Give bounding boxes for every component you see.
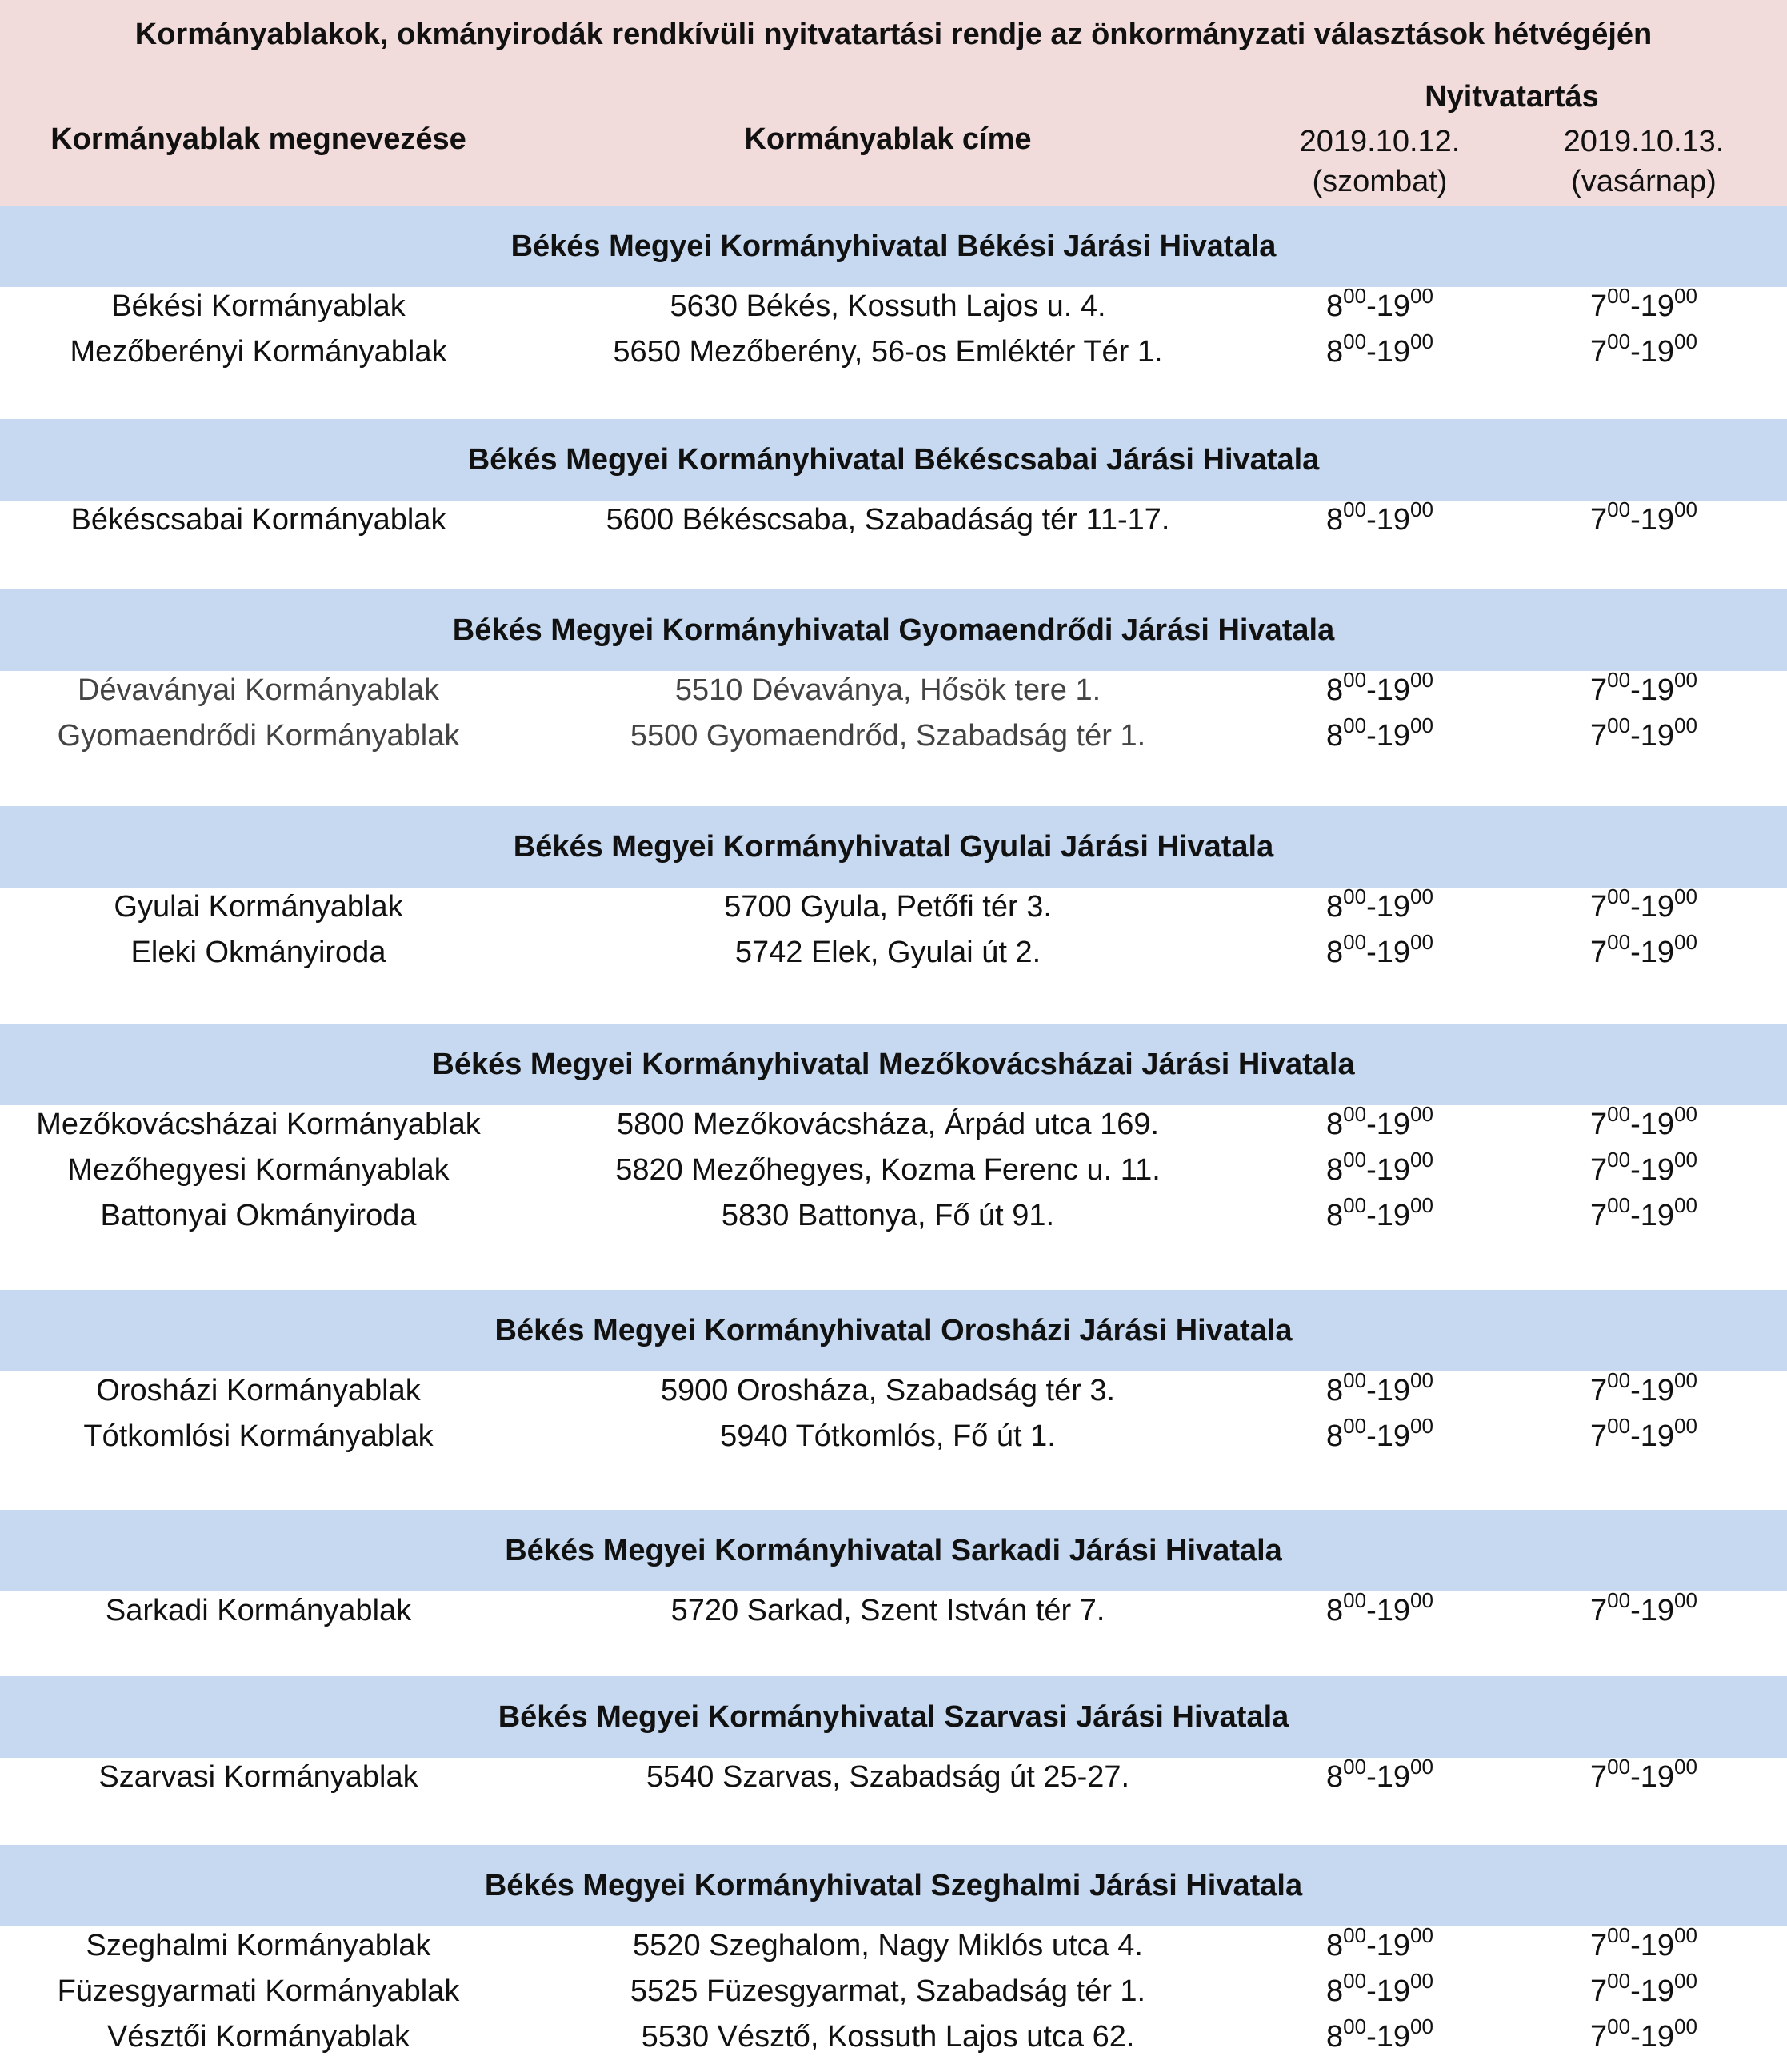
hours-close-hour: 19 (1640, 335, 1675, 369)
hours-close-hour: 19 (1376, 1419, 1411, 1453)
sunday-hours (1512, 1413, 1776, 1459)
hours-close-minute: 00 (1674, 1102, 1697, 1127)
hours-open-minute: 00 (1343, 1148, 1367, 1172)
hours-close-minute: 00 (1410, 1588, 1433, 1613)
saturday-hours (1248, 1968, 1512, 2014)
saturday-hours (1248, 1147, 1512, 1193)
hours-close-hour: 19 (1376, 719, 1411, 753)
hours-open-hour: 7 (1590, 2020, 1608, 2054)
office-address: 5820 Mezőhegyes, Kozma Ferenc u. 11. (615, 1153, 1161, 1187)
hours-open-hour: 8 (1326, 1760, 1344, 1794)
hours-open-hour: 7 (1590, 1594, 1608, 1627)
sunday-hours (1512, 1922, 1776, 1969)
office-address: 5525 Füzesgyarmat, Szabadság tér 1. (630, 1974, 1146, 2008)
hours-close-hour: 19 (1376, 1929, 1411, 1962)
hours-close-hour: 19 (1376, 673, 1411, 707)
hours-close-hour: 19 (1376, 1199, 1411, 1232)
hours-close-hour: 19 (1640, 1153, 1675, 1187)
sunday-day: (vasárnap) (1571, 165, 1717, 198)
hours-separator: - (1630, 2020, 1641, 2054)
sunday-hours (1512, 667, 1776, 713)
hours-separator: - (1630, 673, 1641, 707)
hours-open-hour: 7 (1590, 503, 1608, 537)
hours-close-hour: 19 (1376, 936, 1411, 969)
hours-close-minute: 00 (1674, 1193, 1697, 1218)
hours-close-minute: 00 (1674, 1923, 1697, 1948)
column-header-name: Kormányablak megnevezése (50, 122, 466, 156)
table-header (0, 0, 1787, 206)
hours-close-minute: 00 (1410, 1923, 1433, 1948)
page-title: Kormányablakok, okmányirodák rendkívüli nyitvatartási rendje az önkormányzati választások hétvégéjén (134, 18, 1653, 51)
sunday-hours (1512, 2014, 1776, 2060)
group-title: Békés Megyei Kormányhivatal Békési Járási Hivatala (510, 230, 1277, 263)
hours-separator: - (1366, 936, 1377, 969)
hours-open-hour: 8 (1326, 335, 1344, 369)
group-header (0, 1510, 1787, 1591)
hours-close-minute: 00 (1674, 713, 1697, 738)
hours-close-hour: 19 (1376, 1374, 1411, 1407)
group-header (0, 806, 1787, 888)
saturday-hours (1248, 329, 1512, 375)
hours-open-hour: 8 (1326, 1974, 1344, 2008)
hours-close-minute: 00 (1410, 884, 1433, 909)
hours-open-minute: 00 (1607, 1923, 1631, 1948)
hours-open-minute: 00 (1343, 1414, 1367, 1439)
sunday-hours (1512, 1367, 1776, 1414)
office-name: Békési Kormányablak (111, 289, 406, 323)
sunday-hours (1512, 1101, 1776, 1148)
hours-open-hour: 7 (1590, 1929, 1608, 1962)
hours-open-hour: 7 (1590, 890, 1608, 924)
hours-open-hour: 7 (1590, 1974, 1608, 2008)
office-name: Szarvasi Kormányablak (98, 1760, 418, 1794)
office-address: 5510 Dévaványa, Hősök tere 1. (674, 673, 1101, 707)
group-header (0, 419, 1787, 501)
hours-open-minute: 00 (1607, 1588, 1631, 1613)
office-address: 5500 Gyomaendrőd, Szabadság tér 1. (630, 719, 1146, 753)
hours-separator: - (1630, 1108, 1641, 1141)
hours-separator: - (1366, 719, 1377, 753)
hours-close-hour: 19 (1640, 1594, 1675, 1627)
hours-close-hour: 19 (1640, 673, 1675, 707)
hours-separator: - (1366, 1929, 1377, 1962)
hours-close-hour: 19 (1376, 890, 1411, 924)
hours-open-minute: 00 (1343, 668, 1367, 693)
hours-open-hour: 8 (1326, 1419, 1344, 1453)
office-address: 5830 Battonya, Fő út 91. (721, 1199, 1055, 1232)
hours-open-minute: 00 (1607, 713, 1631, 738)
hours-open-minute: 00 (1343, 1923, 1367, 1948)
hours-open-hour: 8 (1326, 2020, 1344, 2054)
hours-close-hour: 19 (1640, 890, 1675, 924)
hours-close-minute: 00 (1674, 2014, 1697, 2039)
hours-open-hour: 7 (1590, 719, 1608, 753)
hours-separator: - (1630, 335, 1641, 369)
sunday-hours (1512, 1192, 1776, 1239)
hours-close-hour: 19 (1640, 1199, 1675, 1232)
hours-close-hour: 19 (1376, 335, 1411, 369)
hours-close-hour: 19 (1376, 1974, 1411, 2008)
saturday-hours (1248, 1413, 1512, 1459)
hours-close-minute: 00 (1410, 497, 1433, 522)
hours-open-hour: 7 (1590, 1199, 1608, 1232)
office-name: Orosházi Kormányablak (96, 1374, 421, 1407)
saturday-date: 2019.10.12. (1299, 125, 1461, 158)
hours-open-minute: 00 (1607, 1969, 1631, 1994)
hours-open-hour: 7 (1590, 1374, 1608, 1407)
hours-separator: - (1366, 673, 1377, 707)
office-address: 5530 Vésztő, Kossuth Lajos utca 62. (641, 2020, 1135, 2054)
sunday-hours (1512, 329, 1776, 375)
hours-open-minute: 00 (1343, 2014, 1367, 2039)
hours-separator: - (1366, 1374, 1377, 1407)
hours-close-minute: 00 (1410, 2014, 1433, 2039)
hours-close-hour: 19 (1640, 719, 1675, 753)
sunday-hours (1512, 1147, 1776, 1193)
hours-open-hour: 7 (1590, 1419, 1608, 1453)
hours-close-minute: 00 (1674, 1368, 1697, 1393)
hours-close-minute: 00 (1410, 1148, 1433, 1172)
sunday-hours (1512, 1587, 1776, 1634)
hours-close-minute: 00 (1674, 1588, 1697, 1613)
sunday-hours (1512, 497, 1776, 543)
group-title: Békés Megyei Kormányhivatal Szarvasi Járási Hivatala (498, 1700, 1289, 1734)
hours-separator: - (1366, 503, 1377, 537)
group-title: Békés Megyei Kormányhivatal Sarkadi Járási Hivatala (505, 1534, 1282, 1567)
hours-separator: - (1630, 1419, 1641, 1453)
hours-open-hour: 7 (1590, 1760, 1608, 1794)
group-header (0, 1290, 1787, 1371)
hours-separator: - (1366, 289, 1377, 323)
sunday-hours (1512, 1754, 1776, 1800)
group-title: Békés Megyei Kormányhivatal Orosházi Járási Hivatala (494, 1314, 1293, 1347)
saturday-hours (1248, 713, 1512, 759)
hours-open-minute: 00 (1607, 497, 1631, 522)
office-name: Vésztői Kormányablak (106, 2020, 410, 2054)
hours-close-hour: 19 (1640, 503, 1675, 537)
hours-separator: - (1366, 335, 1377, 369)
sunday-hours (1512, 283, 1776, 329)
hours-open-minute: 00 (1607, 1193, 1631, 1218)
hours-close-minute: 00 (1410, 1368, 1433, 1393)
hours-close-minute: 00 (1410, 1193, 1433, 1218)
hours-open-minute: 00 (1607, 2014, 1631, 2039)
hours-open-hour: 8 (1326, 1108, 1344, 1141)
hours-close-minute: 00 (1674, 930, 1697, 955)
hours-open-hour: 8 (1326, 936, 1344, 969)
column-header-opening: Nyitvatartás (1425, 80, 1599, 114)
hours-open-hour: 7 (1590, 335, 1608, 369)
hours-open-minute: 00 (1607, 884, 1631, 909)
hours-close-hour: 19 (1640, 1374, 1675, 1407)
hours-close-hour: 19 (1640, 936, 1675, 969)
office-name: Dévaványai Kormányablak (77, 673, 439, 707)
sunday-date: 2019.10.13. (1563, 125, 1725, 158)
hours-close-hour: 19 (1640, 1108, 1675, 1141)
office-name: Gyulai Kormányablak (114, 890, 403, 924)
hours-separator: - (1630, 936, 1641, 969)
office-address: 5800 Mezőkovácsháza, Árpád utca 169. (616, 1108, 1160, 1141)
office-address: 5940 Tótkomlós, Fő út 1. (720, 1419, 1056, 1453)
hours-separator: - (1630, 503, 1641, 537)
hours-close-minute: 00 (1674, 668, 1697, 693)
office-name: Mezőberényi Kormányablak (70, 335, 447, 369)
hours-close-minute: 00 (1410, 1414, 1433, 1439)
saturday-hours (1248, 497, 1512, 543)
office-name: Füzesgyarmati Kormányablak (57, 1974, 460, 2008)
office-name: Gyomaendrődi Kormányablak (57, 719, 460, 753)
hours-separator: - (1630, 1153, 1641, 1187)
hours-open-minute: 00 (1343, 713, 1367, 738)
saturday-hours (1248, 1367, 1512, 1414)
hours-open-minute: 00 (1343, 284, 1367, 309)
saturday-hours (1248, 283, 1512, 329)
hours-close-hour: 19 (1376, 1108, 1411, 1141)
hours-separator: - (1630, 1199, 1641, 1232)
hours-close-minute: 00 (1410, 284, 1433, 309)
hours-open-minute: 00 (1607, 1102, 1631, 1127)
saturday-hours (1248, 1754, 1512, 1800)
hours-separator: - (1630, 1974, 1641, 2008)
office-address: 5742 Elek, Gyulai út 2. (734, 936, 1041, 969)
hours-open-hour: 8 (1326, 1199, 1344, 1232)
group-title: Békés Megyei Kormányhivatal Gyomaendrődi Járási Hivatala (452, 613, 1335, 647)
hours-separator: - (1366, 1760, 1377, 1794)
hours-open-hour: 8 (1326, 289, 1344, 323)
hours-close-minute: 00 (1410, 1102, 1433, 1127)
office-address: 5700 Gyula, Petőfi tér 3. (724, 890, 1052, 924)
hours-open-hour: 8 (1326, 1153, 1344, 1187)
hours-open-hour: 8 (1326, 673, 1344, 707)
group-title: Békés Megyei Kormányhivatal Gyulai Járási Hivatala (513, 830, 1274, 864)
sunday-hours (1512, 1968, 1776, 2014)
office-name: Mezőhegyesi Kormányablak (67, 1153, 450, 1187)
saturday-hours (1248, 2014, 1512, 2060)
hours-open-hour: 7 (1590, 673, 1608, 707)
hours-close-minute: 00 (1410, 329, 1433, 354)
hours-close-minute: 00 (1674, 1148, 1697, 1172)
office-address: 5600 Békéscsaba, Szabadáság tér 11-17. (606, 503, 1170, 537)
office-name: Békéscsabai Kormányablak (70, 503, 446, 537)
sunday-hours (1512, 929, 1776, 976)
hours-open-hour: 8 (1326, 503, 1344, 537)
office-name: Sarkadi Kormányablak (105, 1594, 412, 1627)
hours-close-minute: 00 (1674, 1414, 1697, 1439)
hours-open-hour: 7 (1590, 936, 1608, 969)
office-address: 5520 Szeghalom, Nagy Miklós utca 4. (633, 1929, 1143, 1962)
hours-close-minute: 00 (1674, 284, 1697, 309)
group-title: Békés Megyei Kormányhivatal Szeghalmi Járási Hivatala (484, 1869, 1303, 1902)
saturday-hours (1248, 884, 1512, 930)
hours-open-minute: 00 (1607, 1148, 1631, 1172)
hours-close-minute: 00 (1674, 1755, 1697, 1779)
hours-open-hour: 8 (1326, 1594, 1344, 1627)
hours-close-hour: 19 (1376, 289, 1411, 323)
hours-separator: - (1366, 1108, 1377, 1141)
hours-open-minute: 00 (1607, 930, 1631, 955)
hours-close-minute: 00 (1410, 1755, 1433, 1779)
hours-close-minute: 00 (1674, 329, 1697, 354)
hours-separator: - (1366, 1199, 1377, 1232)
hours-close-hour: 19 (1376, 1760, 1411, 1794)
hours-open-minute: 00 (1343, 1588, 1367, 1613)
column-header-address: Kormányablak címe (744, 122, 1032, 156)
group-header (0, 1024, 1787, 1105)
hours-open-minute: 00 (1343, 884, 1367, 909)
hours-close-hour: 19 (1640, 289, 1675, 323)
hours-open-minute: 00 (1343, 1969, 1367, 1994)
saturday-hours (1248, 929, 1512, 976)
group-header (0, 206, 1787, 287)
hours-separator: - (1630, 1594, 1641, 1627)
column-header-saturday (1248, 122, 1512, 202)
hours-close-hour: 19 (1376, 2020, 1411, 2054)
office-name: Tótkomlósi Kormányablak (83, 1419, 434, 1453)
office-address: 5900 Orosháza, Szabadság tér 3. (660, 1374, 1116, 1407)
saturday-hours (1248, 1587, 1512, 1634)
hours-open-minute: 00 (1343, 1102, 1367, 1127)
sunday-hours (1512, 884, 1776, 930)
hours-close-minute: 00 (1410, 930, 1433, 955)
saturday-day: (szombat) (1312, 165, 1448, 198)
hours-open-hour: 7 (1590, 1153, 1608, 1187)
hours-open-hour: 7 (1590, 1108, 1608, 1141)
hours-close-minute: 00 (1674, 497, 1697, 522)
column-header-sunday (1512, 122, 1776, 202)
hours-close-hour: 19 (1376, 1153, 1411, 1187)
group-header (0, 1676, 1787, 1758)
hours-separator: - (1366, 1419, 1377, 1453)
group-header (0, 1845, 1787, 1926)
hours-open-minute: 00 (1343, 497, 1367, 522)
hours-open-minute: 00 (1343, 930, 1367, 955)
hours-separator: - (1630, 719, 1641, 753)
office-address: 5630 Békés, Kossuth Lajos u. 4. (670, 289, 1106, 323)
saturday-hours (1248, 667, 1512, 713)
hours-close-hour: 19 (1640, 1974, 1675, 2008)
hours-open-hour: 8 (1326, 719, 1344, 753)
hours-open-minute: 00 (1343, 1755, 1367, 1779)
hours-open-minute: 00 (1607, 329, 1631, 354)
hours-close-minute: 00 (1674, 1969, 1697, 1994)
hours-open-hour: 8 (1326, 890, 1344, 924)
hours-close-hour: 19 (1376, 503, 1411, 537)
hours-close-hour: 19 (1640, 1419, 1675, 1453)
hours-separator: - (1630, 1929, 1641, 1962)
hours-separator: - (1366, 890, 1377, 924)
hours-separator: - (1366, 1594, 1377, 1627)
hours-close-hour: 19 (1640, 1760, 1675, 1794)
hours-close-hour: 19 (1640, 1929, 1675, 1962)
hours-close-minute: 00 (1410, 713, 1433, 738)
hours-open-hour: 7 (1590, 289, 1608, 323)
office-address: 5540 Szarvas, Szabadság út 25-27. (646, 1760, 1130, 1794)
hours-open-minute: 00 (1607, 284, 1631, 309)
saturday-hours (1248, 1101, 1512, 1148)
hours-separator: - (1366, 1974, 1377, 2008)
office-name: Szeghalmi Kormányablak (86, 1929, 431, 1962)
office-address: 5650 Mezőberény, 56-os Emléktér Tér 1. (613, 335, 1163, 369)
hours-separator: - (1630, 890, 1641, 924)
group-title: Békés Megyei Kormányhivatal Mezőkovácsházai Járási Hivatala (432, 1048, 1355, 1081)
hours-open-minute: 00 (1607, 1414, 1631, 1439)
hours-separator: - (1630, 1760, 1641, 1794)
hours-separator: - (1366, 2020, 1377, 2054)
group-title: Békés Megyei Kormányhivatal Békéscsabai Járási Hivatala (467, 443, 1320, 477)
hours-open-minute: 00 (1607, 668, 1631, 693)
hours-separator: - (1630, 289, 1641, 323)
hours-separator: - (1630, 1374, 1641, 1407)
office-name: Battonyai Okmányiroda (100, 1199, 417, 1232)
hours-open-minute: 00 (1343, 329, 1367, 354)
hours-open-hour: 8 (1326, 1929, 1344, 1962)
office-name: Mezőkovácsházai Kormányablak (36, 1108, 481, 1141)
hours-open-minute: 00 (1607, 1755, 1631, 1779)
hours-close-minute: 00 (1674, 884, 1697, 909)
sunday-hours (1512, 713, 1776, 759)
office-name: Eleki Okmányiroda (130, 936, 386, 969)
hours-close-hour: 19 (1640, 2020, 1675, 2054)
hours-close-hour: 19 (1376, 1594, 1411, 1627)
hours-close-minute: 00 (1410, 668, 1433, 693)
hours-open-hour: 8 (1326, 1374, 1344, 1407)
hours-open-minute: 00 (1343, 1193, 1367, 1218)
hours-close-minute: 00 (1410, 1969, 1433, 1994)
saturday-hours (1248, 1192, 1512, 1239)
hours-open-minute: 00 (1607, 1368, 1631, 1393)
group-header (0, 589, 1787, 671)
saturday-hours (1248, 1922, 1512, 1969)
hours-open-minute: 00 (1343, 1368, 1367, 1393)
office-address: 5720 Sarkad, Szent István tér 7. (670, 1594, 1105, 1627)
hours-separator: - (1366, 1153, 1377, 1187)
